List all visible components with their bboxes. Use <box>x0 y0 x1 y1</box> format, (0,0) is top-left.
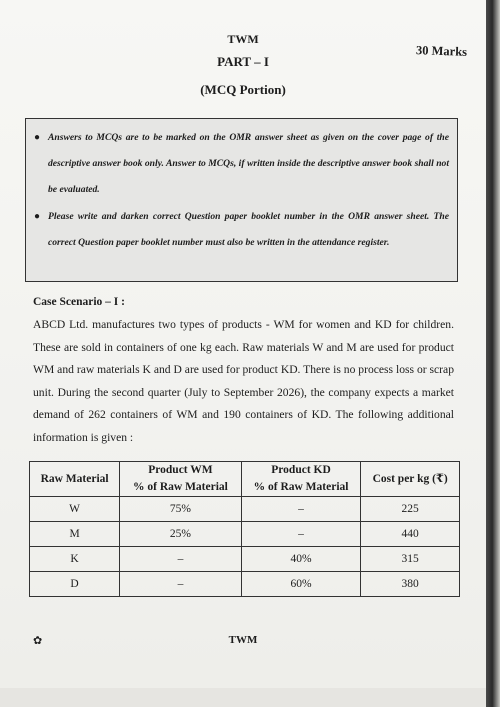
section-title: (MCQ Portion) <box>200 82 286 97</box>
case-scenario-title: Case Scenario – I : <box>33 296 125 308</box>
cell-kd-percent: 60% <box>241 572 361 597</box>
header-product-kd-subtitle: % of Raw Material <box>253 481 349 493</box>
cell-material: W <box>30 497 120 522</box>
paper-code-header: TWM <box>227 32 259 46</box>
cell-wm-percent: – <box>120 547 242 572</box>
instruction-item <box>34 204 449 256</box>
instruction-text: Answers to MCQs are to be marked on the OMR answer sheet as given on the cover page of the descriptive answer book only. Answer to MCQs, if written inside the descriptive answer book shall not be evaluated. <box>48 132 449 195</box>
table-header-row <box>30 462 460 497</box>
header-raw-material: Raw Material <box>30 462 120 497</box>
cell-wm-percent: – <box>120 572 242 597</box>
cell-cost: 440 <box>361 522 460 547</box>
flower-ornament-icon: ✿ <box>33 635 43 647</box>
bullet-icon: ● <box>34 132 41 143</box>
header-product-wm-title: Product WM <box>148 464 213 476</box>
table-row <box>30 547 460 572</box>
cell-material: K <box>30 547 120 572</box>
bullet-icon: ● <box>34 211 41 222</box>
cell-wm-percent: 75% <box>120 497 242 522</box>
header-cost-per-kg: Cost per kg (₹) <box>361 462 460 497</box>
header-product-kd-title: Product KD <box>271 464 331 476</box>
table-row <box>30 522 460 547</box>
header-product-kd <box>241 462 361 497</box>
cell-cost: 225 <box>361 497 460 522</box>
instruction-item <box>34 125 449 203</box>
raw-material-table <box>29 461 460 597</box>
cell-material: M <box>30 522 120 547</box>
cell-cost: 380 <box>361 572 460 597</box>
part-title: PART – I <box>217 54 269 69</box>
instruction-text: Please write and darken correct Question paper booklet number in the OMR answer sheet. The correct Question paper booklet number must also be written in the attendance register. <box>48 211 449 248</box>
table-row <box>30 572 460 597</box>
instructions-box <box>25 118 458 282</box>
header-product-wm <box>120 462 242 497</box>
book-binding-edge <box>486 0 500 707</box>
cell-cost: 315 <box>361 547 460 572</box>
header-product-wm-subtitle: % of Raw Material <box>133 481 228 493</box>
table-row <box>30 497 460 522</box>
cell-wm-percent: 25% <box>120 522 242 547</box>
paper-code-footer: TWM <box>228 634 258 646</box>
case-scenario-paragraph: ABCD Ltd. manufactures two types of products - WM for women and KD for children. These are sold in containers of one kg each. Raw materials W and M are used for product WM and raw materials K and D are used for product KD. There is no process loss or scrap unit. During the second quarter (July to September 2026), the company expects a market demand of 262 containers of WM and 190 containers of KD. The following additional information is given : <box>33 318 454 444</box>
cell-material: D <box>30 572 120 597</box>
cell-kd-percent: 40% <box>241 547 361 572</box>
cell-kd-percent: – <box>241 497 361 522</box>
page-bottom-margin <box>0 688 486 707</box>
marks-label: 30 Marks <box>415 43 468 59</box>
cell-kd-percent: – <box>241 522 361 547</box>
